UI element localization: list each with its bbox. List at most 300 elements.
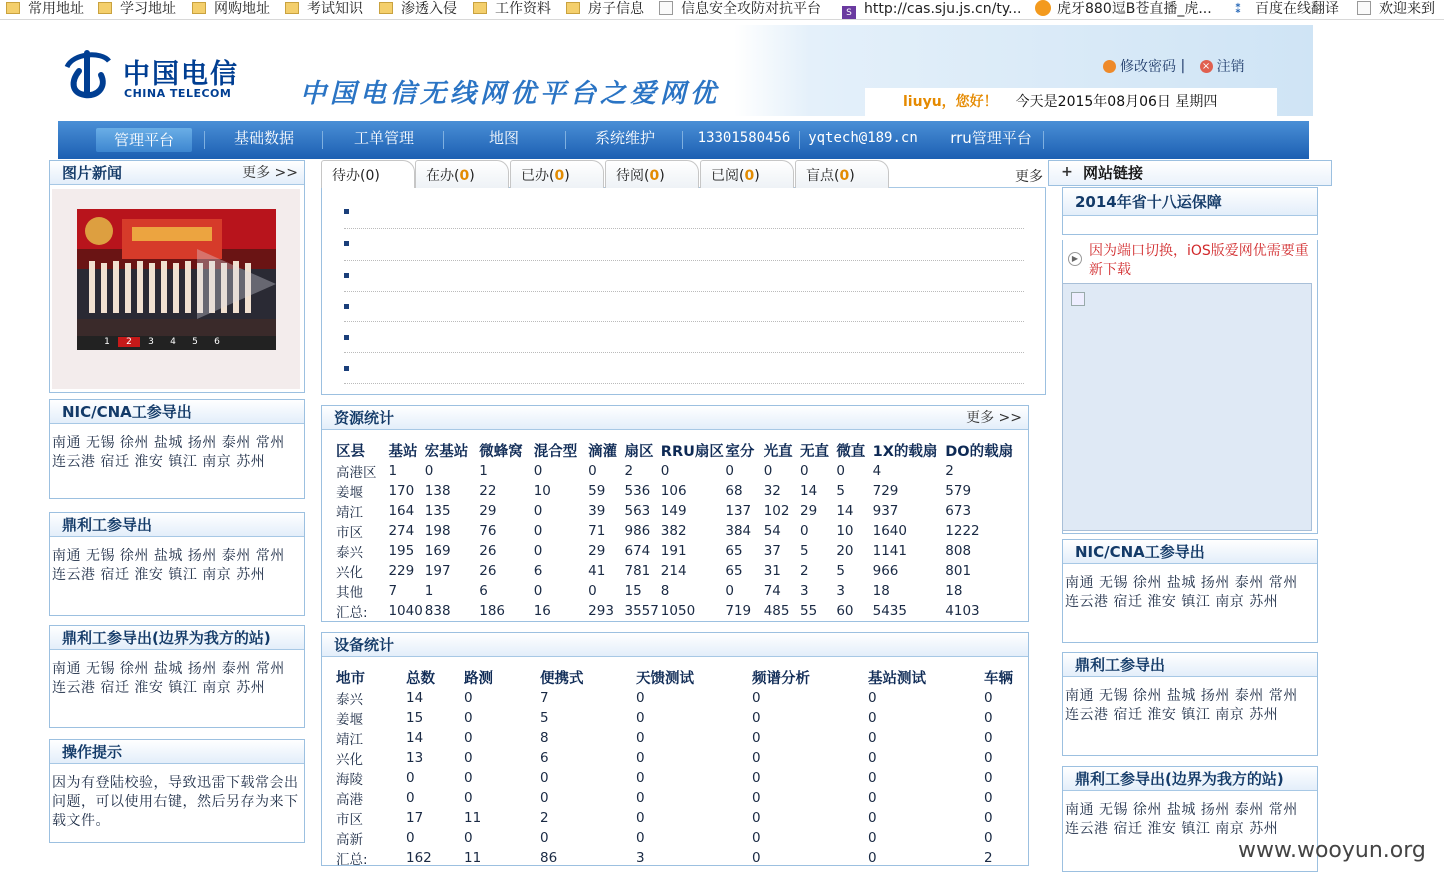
table-cell: 0	[868, 830, 877, 846]
table-cell: 29	[800, 503, 818, 519]
table-cell: 937	[872, 503, 899, 519]
bookmark-item[interactable]: 学习地址	[98, 0, 176, 20]
table-cell: 0	[752, 790, 761, 806]
table-cell: 0	[984, 790, 993, 806]
table-cell: 781	[624, 563, 651, 579]
column-header: 总数	[406, 671, 435, 687]
table-cell: 0	[763, 463, 773, 479]
table-cell: 229	[388, 563, 415, 579]
table-cell: 0	[636, 730, 645, 746]
table-row	[336, 601, 1016, 621]
table-cell: 0	[984, 710, 993, 726]
tab-in-progress[interactable]: 在办(0)	[415, 160, 509, 188]
link-separator: |	[1180, 58, 1186, 74]
table-cell: 808	[945, 543, 972, 559]
bookmark-item[interactable]: 网购地址	[192, 0, 270, 20]
photo-news-panel	[49, 160, 305, 393]
list-item[interactable]	[344, 291, 1024, 292]
nav-separator	[204, 131, 205, 149]
table-row	[336, 461, 1016, 481]
table-cell: 14	[836, 503, 854, 519]
list-item[interactable]	[344, 228, 1024, 229]
column-header: 基站测试	[868, 671, 926, 687]
table-cell: 719	[725, 603, 752, 619]
table-cell: 801	[945, 563, 972, 579]
table-cell: 11	[464, 810, 482, 826]
tab-to-read[interactable]: 待阅(0)	[605, 160, 699, 188]
folder-icon	[566, 2, 580, 14]
task-tabs	[321, 160, 1046, 188]
table-cell: 293	[588, 603, 614, 619]
panel-title: 资源统计 更多 >>	[322, 406, 1028, 430]
table-cell: 7	[388, 583, 398, 599]
nav-separator	[443, 131, 444, 149]
site-title: 中国电信无线网优平台之爱网优	[300, 79, 721, 109]
table-cell: 0	[984, 770, 993, 786]
table-cell: 39	[588, 503, 606, 519]
more-link[interactable]: 更多 >>	[966, 410, 1022, 426]
nav-separator	[799, 131, 800, 149]
table-cell: 729	[872, 483, 899, 499]
city-links[interactable]: 南通 无锡 徐州 盐城 扬州 泰州 常州 连云港 宿迁 淮安 镇江 南京 苏州	[1065, 802, 1298, 837]
table-cell: 137	[725, 503, 752, 519]
column-header: 频谱分析	[752, 671, 810, 687]
list-bullet	[344, 273, 349, 278]
table-cell: 0	[464, 830, 473, 846]
table-cell: 0	[406, 790, 415, 806]
table-cell: 162	[406, 850, 432, 866]
list-bullet	[344, 241, 349, 246]
folder-icon	[6, 2, 20, 14]
table-cell: 485	[763, 603, 790, 619]
more-link[interactable]: 更多 >>	[242, 165, 298, 181]
column-header: 车辆	[984, 671, 1013, 687]
table-cell: 0	[636, 830, 645, 846]
table-cell: 20	[836, 543, 854, 559]
city-links[interactable]: 南通 无锡 徐州 盐城 扬州 泰州 常州 连云港 宿迁 淮安 镇江 南京 苏州	[52, 435, 285, 470]
table-cell: 382	[660, 523, 687, 539]
ios-notice-link[interactable]: 因为端口切换，iOS版爱网优需要重新下载	[1089, 243, 1309, 278]
column-header: 滴灌	[588, 444, 618, 460]
list-item[interactable]	[344, 321, 1024, 322]
table-row	[336, 541, 1016, 561]
pager-item[interactable]: 1	[104, 337, 110, 347]
table-cell: 泰兴	[336, 692, 363, 708]
nav-separator	[565, 131, 566, 149]
column-header: 混合型	[533, 444, 578, 460]
table-cell: 姜堰	[336, 485, 363, 501]
table-cell: 138	[424, 483, 451, 499]
site-icon: S	[842, 6, 856, 20]
table-cell: 高港	[336, 792, 363, 808]
folder-icon	[98, 2, 112, 14]
table-cell: 0	[464, 770, 473, 786]
table-cell: 0	[725, 463, 734, 479]
table-cell: 3	[636, 850, 645, 866]
table-cell: 0	[752, 830, 761, 846]
nav-item-rru[interactable]: rru管理平台	[950, 129, 1032, 147]
table-cell: 靖江	[336, 732, 363, 748]
site-header	[55, 25, 1313, 116]
table-cell: 0	[868, 850, 877, 866]
logout-link[interactable]: 注销	[1216, 59, 1245, 75]
table-cell: 41	[588, 563, 606, 579]
table-cell: 55	[800, 603, 818, 619]
nav-item-platform[interactable]: 管理平台	[96, 128, 192, 152]
table-cell: 0	[533, 523, 543, 539]
device-table	[336, 667, 1016, 868]
nav-item-map[interactable]: 地图	[488, 129, 519, 147]
device-stats-panel	[321, 632, 1029, 866]
table-cell: 2	[945, 463, 954, 479]
table-cell: 274	[388, 523, 415, 539]
table-cell: 838	[424, 603, 451, 619]
date-text: 今天是2015年08月06日 星期四	[1015, 94, 1218, 110]
table-cell: 1050	[660, 603, 696, 619]
table-cell: 65	[725, 563, 743, 579]
table-cell: 0	[540, 830, 549, 846]
table-row	[336, 828, 1016, 848]
site-links-header[interactable]: + 网站链接	[1048, 160, 1332, 186]
table-cell: 8	[540, 730, 549, 746]
table-cell: 0	[464, 710, 473, 726]
pager-item-active[interactable]: 2	[118, 337, 140, 347]
table-cell: 15	[624, 583, 642, 599]
table-row	[336, 521, 1016, 541]
table-cell: 兴化	[336, 565, 363, 581]
table-cell: 1	[388, 463, 398, 479]
table-cell: 197	[424, 563, 451, 579]
table-cell: 0	[868, 770, 877, 786]
change-password-link[interactable]: 修改密码	[1120, 59, 1176, 75]
logo-english-text: CHINA TELECOM	[124, 87, 232, 100]
table-cell: 6	[540, 750, 549, 766]
table-cell: 2	[540, 810, 549, 826]
table-cell: 1	[479, 463, 488, 479]
list-bullet	[344, 209, 349, 214]
huya-icon	[1035, 0, 1051, 16]
bookmark-item[interactable]: 常用地址	[6, 0, 84, 20]
table-cell: 0	[725, 583, 734, 599]
table-cell: 11	[464, 850, 482, 866]
tab-read[interactable]: 已阅(0)	[700, 160, 794, 188]
table-cell: 18	[945, 583, 963, 599]
table-cell: 汇总:	[336, 852, 368, 868]
table-cell: 2	[624, 463, 634, 479]
table-cell: 0	[533, 543, 543, 559]
table-cell: 市区	[336, 812, 363, 828]
table-cell: 0	[868, 810, 877, 826]
table-cell: 0	[836, 463, 845, 479]
watermark: www.wooyun.org	[1238, 838, 1426, 863]
bookmark-item[interactable]: 考试知识	[285, 0, 363, 20]
expand-plus-icon: +	[1061, 164, 1073, 180]
list-item[interactable]	[344, 260, 1024, 261]
nav-item-work-orders[interactable]: 工单管理	[353, 129, 414, 147]
folder-icon	[192, 2, 206, 14]
table-row	[336, 501, 1016, 521]
broken-image-icon	[1071, 292, 1085, 306]
table-cell: 31	[763, 563, 781, 579]
pager-item[interactable]: 3	[148, 337, 154, 347]
panel-title[interactable]: 2014年省十八运保障	[1063, 188, 1317, 216]
resource-stats-panel	[321, 405, 1029, 622]
table-row	[336, 708, 1016, 728]
table-cell: 0	[984, 830, 993, 846]
table-cell: 0	[800, 523, 809, 539]
list-bullet	[344, 335, 349, 340]
table-cell: 1	[424, 583, 434, 599]
table-cell: 169	[424, 543, 451, 559]
table-cell: 1141	[872, 543, 907, 559]
bookmark-item[interactable]: 房子信息	[566, 0, 644, 20]
table-cell: 5435	[872, 603, 907, 619]
table-cell: 0	[533, 583, 543, 599]
nic-cna-export-panel-right	[1062, 539, 1318, 643]
table-row	[336, 808, 1016, 828]
column-header: 区县	[336, 444, 365, 460]
table-cell: 泰兴	[336, 545, 363, 561]
bookmarks-bar	[0, 0, 1444, 20]
table-cell: 26	[479, 563, 497, 579]
panel-title: 鼎利工参导出	[1063, 653, 1317, 677]
table-cell: 3	[800, 583, 809, 599]
table-cell: 102	[763, 503, 790, 519]
table-cell: 579	[945, 483, 972, 499]
table-cell: 0	[752, 770, 761, 786]
table-cell: 86	[540, 850, 558, 866]
bookmark-item[interactable]: 虎牙880逗B苍直播_虎...	[1035, 0, 1212, 20]
panel-title: 鼎利工参导出(边界为我方的站)	[1063, 767, 1317, 791]
nav-separator	[1043, 131, 1044, 149]
news-photo[interactable]	[77, 209, 276, 350]
table-cell: 4103	[945, 603, 980, 619]
task-list	[321, 188, 1046, 395]
table-row	[336, 788, 1016, 808]
table-cell: 0	[752, 810, 761, 826]
table-cell: 0	[540, 770, 549, 786]
welcome-bar	[865, 88, 1277, 116]
panel-title: 鼎利工参导出(边界为我方的站)	[50, 626, 304, 650]
dingli-export-panel-right	[1062, 652, 1318, 756]
folder-icon	[473, 2, 487, 14]
table-cell: 0	[533, 503, 543, 519]
table-cell: 106	[660, 483, 687, 499]
table-cell: 32	[763, 483, 781, 499]
table-cell: 195	[388, 543, 415, 559]
table-cell: 0	[636, 790, 645, 806]
list-bullet	[344, 366, 349, 371]
page-icon	[1357, 1, 1371, 15]
bookmark-item[interactable]: 信息安全攻防对抗平台	[659, 0, 821, 20]
logo-chinese-text: 中国电信	[123, 59, 239, 90]
dingli-border-export-panel	[49, 625, 305, 728]
table-cell: 76	[479, 523, 497, 539]
table-cell: 17	[406, 810, 424, 826]
column-header: 天馈测试	[636, 671, 694, 687]
column-header: 室分	[725, 444, 755, 460]
table-cell: 兴化	[336, 752, 363, 768]
table-cell: 0	[406, 770, 415, 786]
resource-table	[336, 440, 1016, 621]
table-cell: 59	[588, 483, 606, 499]
table-cell: 384	[725, 523, 752, 539]
column-header: 1X的载扇	[872, 444, 938, 460]
image-placeholder	[1062, 283, 1312, 531]
panel-title: 鼎利工参导出	[50, 513, 304, 537]
table-cell: 2	[800, 563, 809, 579]
bookmark-item[interactable]: 渗透入侵	[379, 0, 457, 20]
list-item[interactable]	[344, 383, 1024, 384]
nav-separator	[682, 131, 683, 149]
table-cell: 14	[406, 730, 424, 746]
table-cell: 汇总:	[336, 605, 368, 621]
table-cell: 10	[836, 523, 854, 539]
table-cell: 0	[636, 750, 645, 766]
table-cell: 1640	[872, 523, 907, 539]
table-cell: 10	[533, 483, 551, 499]
table-cell: 0	[868, 790, 877, 806]
bookmark-item[interactable]: ⁑ 百度在线翻译	[1235, 1, 1339, 17]
tab-blind-spot[interactable]: 盲点(0)	[795, 160, 889, 188]
table-cell: 966	[872, 563, 899, 579]
panel-title: NIC/CNA工参导出	[1063, 540, 1317, 564]
nav-item-phone[interactable]: 13301580456	[697, 130, 791, 146]
table-cell: 0	[588, 583, 597, 599]
table-cell: 0	[752, 690, 761, 706]
photo-pager	[96, 337, 228, 347]
table-cell: 68	[725, 483, 743, 499]
table-cell: 姜堰	[336, 712, 363, 728]
pager-item[interactable]: 5	[192, 337, 198, 347]
table-cell: 0	[533, 463, 543, 479]
table-cell: 191	[660, 543, 687, 559]
tab-todo[interactable]: 待办(0)	[321, 160, 415, 188]
panel-title: 图片新闻 更多 >>	[50, 161, 304, 185]
column-header: 微蜂窝	[479, 444, 523, 460]
table-cell: 170	[388, 483, 415, 499]
city-links[interactable]: 南通 无锡 徐州 盐城 扬州 泰州 常州 连云港 宿迁 淮安 镇江 南京 苏州	[52, 661, 285, 696]
table-cell: 563	[624, 503, 651, 519]
play-circle-icon: ▶	[1068, 252, 1082, 266]
table-cell: 986	[624, 523, 651, 539]
table-cell: 29	[588, 543, 606, 559]
table-cell: 高港区	[336, 465, 377, 481]
table-cell: 214	[660, 563, 687, 579]
table-header-row	[336, 667, 1016, 688]
table-row	[336, 481, 1016, 501]
table-cell: 0	[588, 463, 597, 479]
table-cell: 2	[984, 850, 993, 866]
table-cell: 0	[868, 690, 877, 706]
operation-tips-panel	[49, 739, 305, 843]
table-cell: 0	[984, 750, 993, 766]
china-telecom-logo-icon	[61, 47, 113, 101]
city-links[interactable]: 南通 无锡 徐州 盐城 扬州 泰州 常州 连云港 宿迁 淮安 镇江 南京 苏州	[1065, 575, 1298, 610]
column-header: 便携式	[540, 671, 584, 687]
pager-item[interactable]: 4	[170, 337, 176, 347]
nav-item-email[interactable]: yqtech@189.cn	[808, 130, 918, 146]
table-row	[336, 768, 1016, 788]
table-cell: 0	[752, 850, 761, 866]
table-cell: 5	[836, 483, 845, 499]
column-header: DO的载扇	[945, 444, 1014, 460]
table-cell: 0	[464, 790, 473, 806]
table-cell: 13	[406, 750, 424, 766]
city-links[interactable]: 南通 无锡 徐州 盐城 扬州 泰州 常州 连云港 宿迁 淮安 镇江 南京 苏州	[1065, 688, 1298, 723]
list-bullet	[344, 304, 349, 309]
table-cell: 0	[868, 730, 877, 746]
table-cell: 60	[836, 603, 854, 619]
column-header: 光直	[763, 444, 793, 460]
table-cell: 65	[725, 543, 743, 559]
column-header: 无直	[800, 444, 829, 460]
table-cell: 149	[660, 503, 687, 519]
tabs-more-link[interactable]: 更多	[1015, 169, 1043, 185]
table-cell: 29	[479, 503, 497, 519]
table-cell: 0	[464, 730, 473, 746]
table-cell: 其他	[336, 585, 363, 601]
table-cell: 186	[479, 603, 506, 619]
table-cell: 5	[540, 710, 549, 726]
table-cell: 164	[388, 503, 415, 519]
column-header: RRU扇区	[660, 444, 724, 460]
table-cell: 6	[533, 563, 543, 579]
bookmark-item[interactable]: S http://cas.sju.js.cn/ty...	[842, 0, 1021, 20]
table-cell: 1040	[388, 603, 423, 619]
tab-done[interactable]: 已办(0)	[510, 160, 604, 188]
table-header-row	[336, 440, 1016, 461]
nav-item-basic-data[interactable]: 基础数据	[233, 129, 294, 147]
pager-item[interactable]: 6	[214, 337, 220, 347]
table-cell: 26	[479, 543, 497, 559]
nav-item-system[interactable]: 系统维护	[594, 129, 655, 147]
table-row	[336, 581, 1016, 601]
bookmark-item[interactable]: 工作资料	[473, 0, 551, 20]
bookmark-item[interactable]: 欢迎来到	[1357, 0, 1435, 20]
tips-text: 因为有登陆校验，导致迅雷下载常会出问题，可以使用右键，然后另存为来下载文件。	[52, 775, 299, 829]
table-cell: 673	[945, 503, 972, 519]
table-cell: 0	[636, 770, 645, 786]
table-cell: 37	[763, 543, 781, 559]
table-cell: 7	[540, 690, 549, 706]
table-cell: 0	[636, 810, 645, 826]
list-item[interactable]	[344, 352, 1024, 353]
table-cell: 536	[624, 483, 651, 499]
table-cell: 3	[836, 583, 845, 599]
column-header: 宏基站	[424, 444, 469, 460]
table-cell: 74	[763, 583, 781, 599]
table-cell: 198	[424, 523, 451, 539]
column-header: 路测	[464, 671, 493, 687]
table-cell: 0	[868, 710, 877, 726]
panel-title: NIC/CNA工参导出	[50, 400, 304, 424]
dingli-export-panel	[49, 512, 305, 616]
city-links[interactable]: 南通 无锡 徐州 盐城 扬州 泰州 常州 连云港 宿迁 淮安 镇江 南京 苏州	[52, 548, 285, 583]
table-cell: 135	[424, 503, 451, 519]
table-cell: 71	[588, 523, 606, 539]
column-header: 基站	[388, 444, 418, 460]
table-cell: 0	[752, 730, 761, 746]
column-header: 扇区	[624, 444, 654, 460]
table-cell: 0	[984, 810, 993, 826]
table-cell: 14	[800, 483, 818, 499]
table-row	[336, 561, 1016, 581]
table-cell: 6	[479, 583, 488, 599]
table-cell: 0	[424, 463, 434, 479]
panel-title: 操作提示	[50, 740, 304, 764]
nic-cna-export-panel	[49, 399, 305, 499]
